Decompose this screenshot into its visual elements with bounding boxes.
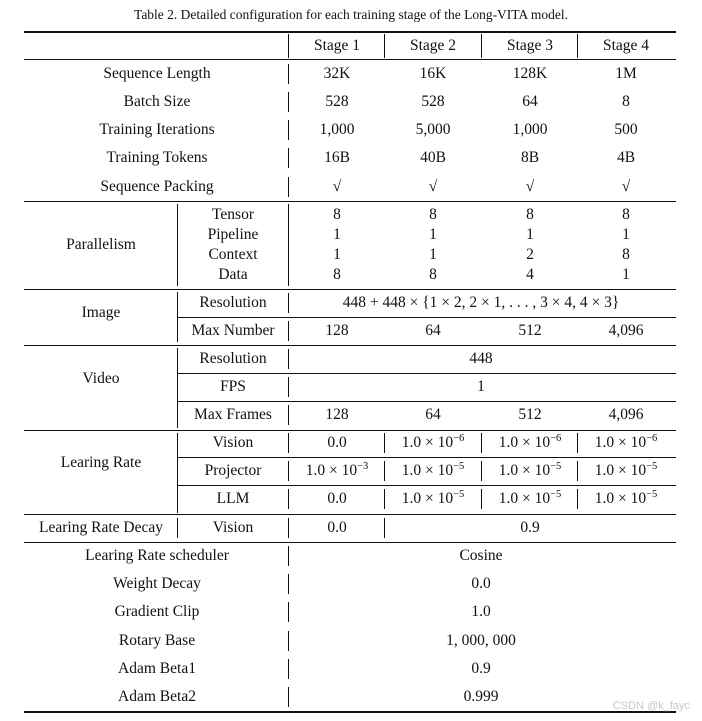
column-divider xyxy=(577,433,578,453)
video-fps-value: 1 xyxy=(477,378,485,395)
cell-packing-stage-4: √ xyxy=(621,178,631,195)
header-rule xyxy=(24,59,676,60)
video-resolution-label: Resolution xyxy=(199,350,267,367)
cell-iters-stage-3: 1,000 xyxy=(512,121,548,138)
lr-llm-stage-3-exponent: −5 xyxy=(550,489,562,500)
column-divider xyxy=(288,349,289,369)
lr-llm-stage-4-base: 1.0 × 10 xyxy=(594,490,647,507)
cell-iters-stage-4: 500 xyxy=(614,121,638,138)
cell-seq_len-stage-2: 16K xyxy=(419,65,447,82)
cell-batch-stage-2: 528 xyxy=(421,93,445,110)
top-rule xyxy=(24,31,676,33)
video-max-frames-label: Max Frames xyxy=(194,406,272,423)
lr-decay-stages-2-4: 0.9 xyxy=(520,519,540,536)
column-divider xyxy=(481,34,482,58)
lr-llm-stage-4-exponent: −5 xyxy=(646,489,658,500)
row-label-iters: Training Iterations xyxy=(99,121,215,138)
parallelism-stage-4-3: 1 xyxy=(622,266,630,283)
row-label-beta2: Adam Beta2 xyxy=(118,688,196,705)
lr-vision-stage-3 xyxy=(499,435,562,451)
image-resolution-label: Resolution xyxy=(199,294,267,311)
parallelism-stage-2-3: 8 xyxy=(429,266,437,283)
lr-llm-label: LLM xyxy=(216,490,250,507)
column-divider xyxy=(288,687,289,707)
parallelism-stage-1-2: 1 xyxy=(333,246,341,263)
column-divider xyxy=(288,377,289,397)
lr-llm-stage-2-exponent: −5 xyxy=(453,489,465,500)
lr-projector-stage-2 xyxy=(402,463,465,479)
lr-projector-stage-4-exponent: −5 xyxy=(646,461,658,472)
image-max-number-stage-4: 4,096 xyxy=(608,322,644,339)
lr-decay-stage-1: 0.0 xyxy=(327,519,347,536)
column-divider xyxy=(288,293,289,313)
cell-iters-stage-2: 5,000 xyxy=(415,121,451,138)
cell-seq_len-stage-3: 128K xyxy=(512,65,548,82)
header-stage-3: Stage 3 xyxy=(506,37,554,54)
column-divider xyxy=(288,461,289,481)
row-label-seq_len: Sequence Length xyxy=(103,65,211,82)
column-divider xyxy=(288,574,289,594)
parallelism-sub-tensor: Tensor xyxy=(212,206,254,223)
column-divider xyxy=(288,120,289,140)
image-label: Image xyxy=(81,304,121,321)
column-divider xyxy=(288,92,289,112)
lr-llm-stage-1: 0.0 xyxy=(327,490,347,507)
image-max-number-stage-1: 128 xyxy=(325,322,349,339)
lr-vision-stage-4-exponent: −6 xyxy=(646,433,658,444)
lr-llm-stage-2 xyxy=(402,491,465,507)
header-stage-2: Stage 2 xyxy=(409,37,457,54)
lr-vision-stage-3-base: 1.0 × 10 xyxy=(498,434,551,451)
video-label: Video xyxy=(82,370,120,387)
column-divider xyxy=(288,321,289,341)
lr-projector-stage-3 xyxy=(499,463,562,479)
image-max-number-label: Max Number xyxy=(191,322,275,339)
parallelism-stage-2-1: 1 xyxy=(429,226,437,243)
parallelism-stage-4-2: 8 xyxy=(622,246,630,263)
row-label-tokens: Training Tokens xyxy=(106,149,208,166)
column-divider xyxy=(288,34,289,58)
lr-vision-stage-2 xyxy=(402,435,465,451)
lr-projector-stage-3-base: 1.0 × 10 xyxy=(498,462,551,479)
column-divider xyxy=(288,518,289,538)
lr-decay-label: Learing Rate Decay xyxy=(39,519,163,536)
cell-tokens-stage-4: 4B xyxy=(616,149,636,166)
cell-packing-stage-1: √ xyxy=(332,178,342,195)
cell-batch-stage-1: 528 xyxy=(325,93,349,110)
image-resolution-value: 448 + 448 × {1 × 2, 2 × 1, . . . , 3 × 4, 4 × 3} xyxy=(342,294,620,311)
lr-projector-stage-3-exponent: −5 xyxy=(550,461,562,472)
parallelism-stage-3-0: 8 xyxy=(526,206,534,223)
column-divider xyxy=(384,461,385,481)
lr-decay-sub-label: Vision xyxy=(212,519,254,536)
cell-seq_len-stage-4: 1M xyxy=(615,65,637,82)
lr-projector-stage-1-exponent: −3 xyxy=(357,461,369,472)
video-max-frames-stage-4: 4,096 xyxy=(608,406,644,423)
column-divider xyxy=(384,489,385,509)
row-label-rotary: Rotary Base xyxy=(118,632,196,649)
row-label-scheduler: Learing Rate scheduler xyxy=(85,547,229,564)
row-label-grad_clip: Gradient Clip xyxy=(114,603,200,620)
video-inner-rule-2 xyxy=(177,401,676,402)
parallelism-label: Parallelism xyxy=(66,236,136,253)
column-divider xyxy=(384,34,385,58)
lr-vision-stage-4-base: 1.0 × 10 xyxy=(594,434,647,451)
column-divider xyxy=(288,602,289,622)
video-inner-rule-1 xyxy=(177,373,676,374)
parallelism-sub-pipeline: Pipeline xyxy=(207,226,259,243)
parallelism-stage-3-1: 1 xyxy=(526,226,534,243)
video-max-frames-stage-2: 64 xyxy=(425,406,441,423)
column-divider xyxy=(577,489,578,509)
parallelism-stage-3-2: 2 xyxy=(526,246,534,263)
lr-vision-stage-2-base: 1.0 × 10 xyxy=(401,434,454,451)
column-divider xyxy=(288,405,289,425)
rule-after-image xyxy=(24,345,676,346)
image-inner-rule xyxy=(177,317,676,318)
lr-vision-stage-4 xyxy=(595,435,658,451)
lr-vision-stage-1: 0.0 xyxy=(327,434,347,451)
table-caption: Table 2. Detailed configuration for each training stage of the Long-VITA model. xyxy=(134,7,568,22)
cell-tokens-stage-2: 40B xyxy=(420,149,446,166)
column-divider xyxy=(384,433,385,453)
column-divider xyxy=(288,631,289,651)
parallelism-stage-3-3: 4 xyxy=(526,266,534,283)
row-label-weight_decay: Weight Decay xyxy=(113,575,201,592)
cell-tokens-stage-3: 8B xyxy=(520,149,540,166)
column-divider xyxy=(288,433,289,453)
column-divider xyxy=(288,546,289,566)
lr-projector-stage-2-base: 1.0 × 10 xyxy=(401,462,454,479)
lr-inner-rule-2 xyxy=(177,485,676,486)
column-divider xyxy=(577,461,578,481)
parallelism-sub-data: Data xyxy=(218,266,248,283)
lr-vision-stage-2-exponent: −6 xyxy=(453,433,465,444)
column-divider xyxy=(288,64,289,84)
header-stage-1: Stage 1 xyxy=(313,37,361,54)
column-divider xyxy=(577,34,578,58)
cell-weight_decay: 0.0 xyxy=(471,575,491,592)
row-label-packing: Sequence Packing xyxy=(100,178,214,195)
column-divider xyxy=(481,461,482,481)
parallelism-stage-2-2: 1 xyxy=(429,246,437,263)
lr-projector-stage-4-base: 1.0 × 10 xyxy=(594,462,647,479)
lr-llm-stage-3 xyxy=(499,491,562,507)
rule-after-lr-decay xyxy=(24,542,676,543)
cell-beta2: 0.999 xyxy=(463,688,499,705)
column-divider xyxy=(288,489,289,509)
parallelism-stage-4-0: 8 xyxy=(622,206,630,223)
row-label-batch: Batch Size xyxy=(123,93,191,110)
video-max-frames-stage-3: 512 xyxy=(518,406,542,423)
lr-sub-divider xyxy=(177,433,178,513)
rule-after-lr xyxy=(24,514,676,515)
cell-seq_len-stage-1: 32K xyxy=(323,65,351,82)
parallelism-stage-2-0: 8 xyxy=(429,206,437,223)
column-divider xyxy=(384,518,385,538)
lr-projector-stage-4 xyxy=(595,463,658,479)
video-sub-divider xyxy=(177,348,178,428)
lr-decay-sub-divider xyxy=(177,518,178,538)
cell-packing-stage-2: √ xyxy=(428,178,438,195)
parallelism-stage-4-1: 1 xyxy=(622,226,630,243)
lr-label: Learing Rate xyxy=(60,454,142,471)
parallelism-stage-1-3: 8 xyxy=(333,266,341,283)
video-fps-label: FPS xyxy=(220,378,246,395)
lr-projector-stage-1-base: 1.0 × 10 xyxy=(305,462,358,479)
lr-vision-label: Vision xyxy=(212,434,254,451)
watermark: CSDN @k_fayc xyxy=(612,700,690,712)
column-divider xyxy=(481,489,482,509)
lr-vision-stage-3-exponent: −6 xyxy=(550,433,562,444)
lr-llm-stage-3-base: 1.0 × 10 xyxy=(498,490,551,507)
cell-grad_clip: 1.0 xyxy=(471,603,491,620)
video-max-frames-stage-1: 128 xyxy=(325,406,349,423)
cell-tokens-stage-1: 16B xyxy=(324,149,350,166)
image-max-number-stage-2: 64 xyxy=(425,322,441,339)
parallelism-sub-divider xyxy=(177,204,178,286)
column-divider xyxy=(481,433,482,453)
parallelism-sub-context: Context xyxy=(208,246,258,263)
row-label-beta1: Adam Beta1 xyxy=(118,660,196,677)
bottom-rule xyxy=(24,711,676,713)
cell-iters-stage-1: 1,000 xyxy=(319,121,355,138)
column-divider xyxy=(288,659,289,679)
header-stage-4: Stage 4 xyxy=(602,37,650,54)
lr-inner-rule-1 xyxy=(177,457,676,458)
column-divider xyxy=(288,177,289,197)
parallelism-stage-1-1: 1 xyxy=(333,226,341,243)
lr-projector-label: Projector xyxy=(204,462,262,479)
rule-after-video xyxy=(24,430,676,431)
cell-scheduler: Cosine xyxy=(459,547,503,564)
lr-projector-stage-2-exponent: −5 xyxy=(453,461,465,472)
cell-beta1: 0.9 xyxy=(471,660,491,677)
image-max-number-stage-3: 512 xyxy=(518,322,542,339)
cell-packing-stage-3: √ xyxy=(525,178,535,195)
column-divider xyxy=(288,148,289,168)
cell-batch-stage-4: 8 xyxy=(622,93,630,110)
lr-projector-stage-1 xyxy=(306,463,369,479)
lr-llm-stage-4 xyxy=(595,491,658,507)
video-resolution-value: 448 xyxy=(469,350,493,367)
lr-llm-stage-2-base: 1.0 × 10 xyxy=(401,490,454,507)
column-divider xyxy=(288,204,289,286)
parallelism-stage-1-0: 8 xyxy=(333,206,341,223)
cell-rotary: 1, 000, 000 xyxy=(446,632,516,649)
rule-after-parallelism xyxy=(24,289,676,290)
rule-after-packing xyxy=(24,201,676,202)
cell-batch-stage-3: 64 xyxy=(522,93,538,110)
